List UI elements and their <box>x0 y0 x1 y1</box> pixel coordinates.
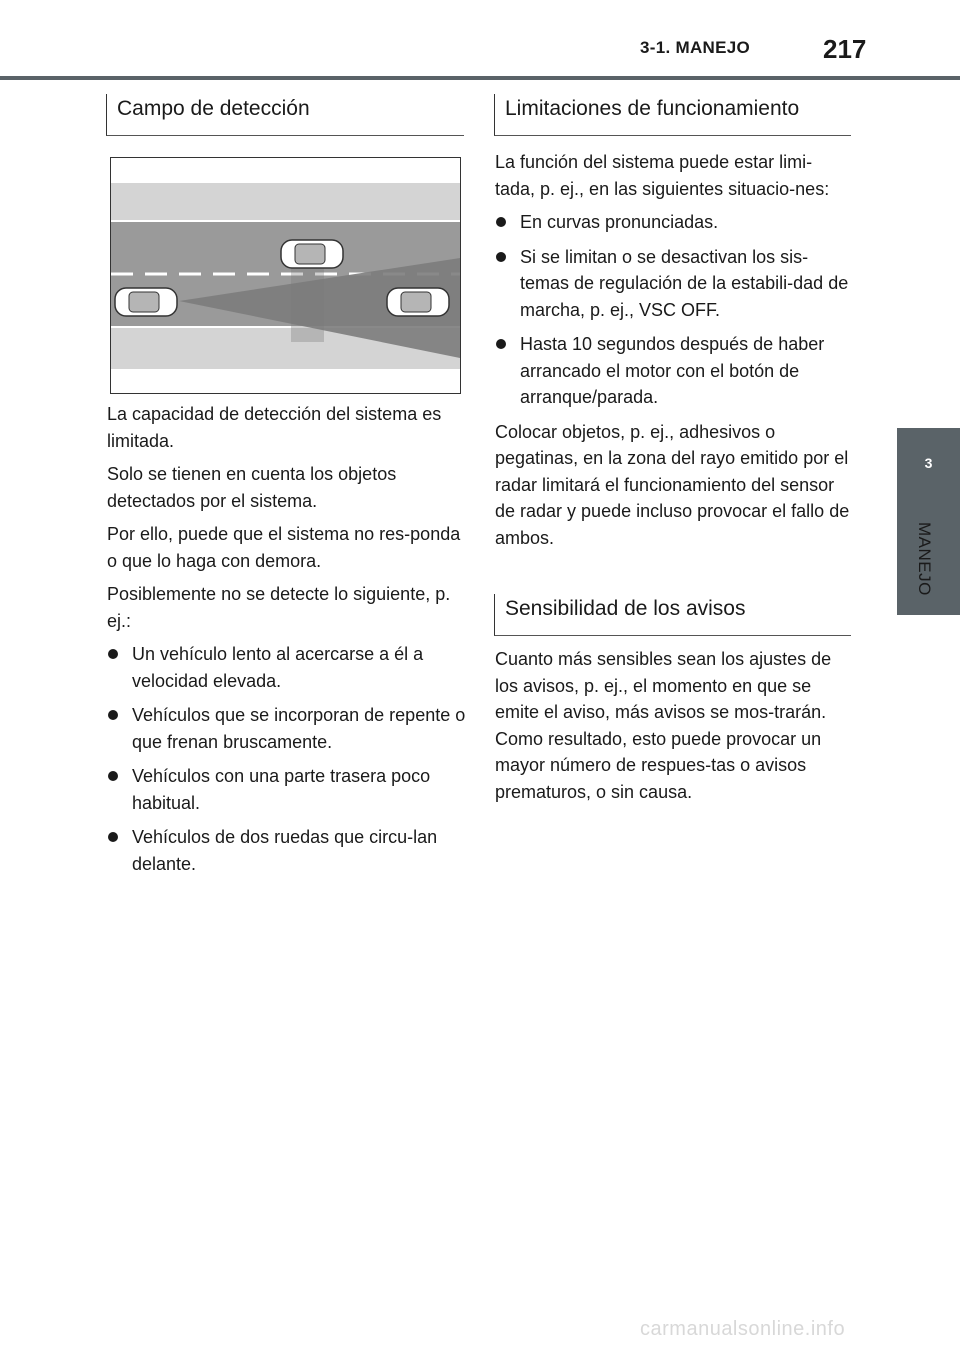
list-item-text: Un vehículo lento al acercarse a él a velocidad elevada. <box>132 644 424 691</box>
heading-detection-field: Campo de detección <box>106 94 464 136</box>
undetected-list <box>107 641 467 877</box>
right-body-limits <box>495 149 851 558</box>
paragraph: Colocar objetos, p. ej., adhesivos o pegatinas, en la zona del rayo emitido por el radar limitará el funcionamiento del sensor de radar y puede incluso provocar el fallo de ambos. <box>495 421 850 548</box>
bullet-icon <box>496 217 506 227</box>
own-car-icon <box>115 288 177 316</box>
bullet-icon <box>108 832 118 842</box>
paragraph: La función del sistema puede estar limi-tada, p. ej., en las siguientes situacio-nes: <box>495 152 830 199</box>
left-body <box>107 401 467 885</box>
paragraph: Posiblemente no se detecte lo siguiente, p. ej.: <box>107 584 451 631</box>
watermark: carmanualsonline.info <box>640 1318 846 1340</box>
list-item-text: Vehículos que se incorporan de repente o que frenan bruscamente. <box>132 705 466 752</box>
bullet-icon <box>496 339 506 349</box>
list-item <box>495 331 851 411</box>
chapter-label: MANEJO <box>915 522 934 596</box>
bullet-icon <box>108 649 118 659</box>
paragraph: La capacidad de detección del sistema es limitada. <box>107 404 442 451</box>
list-item <box>107 702 467 755</box>
detection-field-diagram <box>110 157 461 394</box>
car-ahead-icon <box>281 240 343 268</box>
list-item-text: Si se limitan o se desactivan los sis-temas de regulación de la estabili-dad de marcha, p. ej., VSC OFF. <box>520 246 849 320</box>
heading-limitations: Limitaciones de funcionamiento <box>494 94 851 136</box>
chapter-number: 3 <box>924 455 933 471</box>
bullet-icon <box>108 710 118 720</box>
list-item-text: En curvas pronunciadas. <box>520 212 719 232</box>
limitations-list <box>495 209 851 411</box>
road-illustration <box>111 158 460 393</box>
bullet-icon <box>108 771 118 781</box>
list-item <box>495 244 851 324</box>
list-item <box>107 641 467 694</box>
right-body-sensitivity <box>495 646 851 812</box>
page-number: 217 <box>823 34 867 64</box>
list-item <box>107 763 467 816</box>
header-rule <box>0 76 960 80</box>
list-item-text: Vehículos de dos ruedas que circu-lan delante. <box>132 827 438 874</box>
list-item <box>107 824 467 877</box>
running-header-section: 3-1. MANEJO <box>640 38 751 57</box>
paragraph: Cuanto más sensibles sean los ajustes de los avisos, p. ej., el momento en que se emite el aviso, más avisos se mos-trarán. Como resultado, esto puede provocar un mayor número de respues-tas o avisos prematuros, o sin causa. <box>495 649 832 802</box>
heading-sensitivity: Sensibilidad de los avisos <box>494 594 851 636</box>
paragraph: Solo se tienen en cuenta los objetos detectados por el sistema. <box>107 464 397 511</box>
list-item-text: Hasta 10 segundos después de haber arrancado el motor con el botón de arranque/parada. <box>520 334 825 407</box>
bullet-icon <box>496 252 506 262</box>
car-front-icon <box>387 288 449 316</box>
paragraph: Por ello, puede que el sistema no res-ponda o que lo haga con demora. <box>107 524 461 571</box>
list-item <box>495 209 851 236</box>
list-item-text: Vehículos con una parte trasera poco habitual. <box>132 766 431 813</box>
